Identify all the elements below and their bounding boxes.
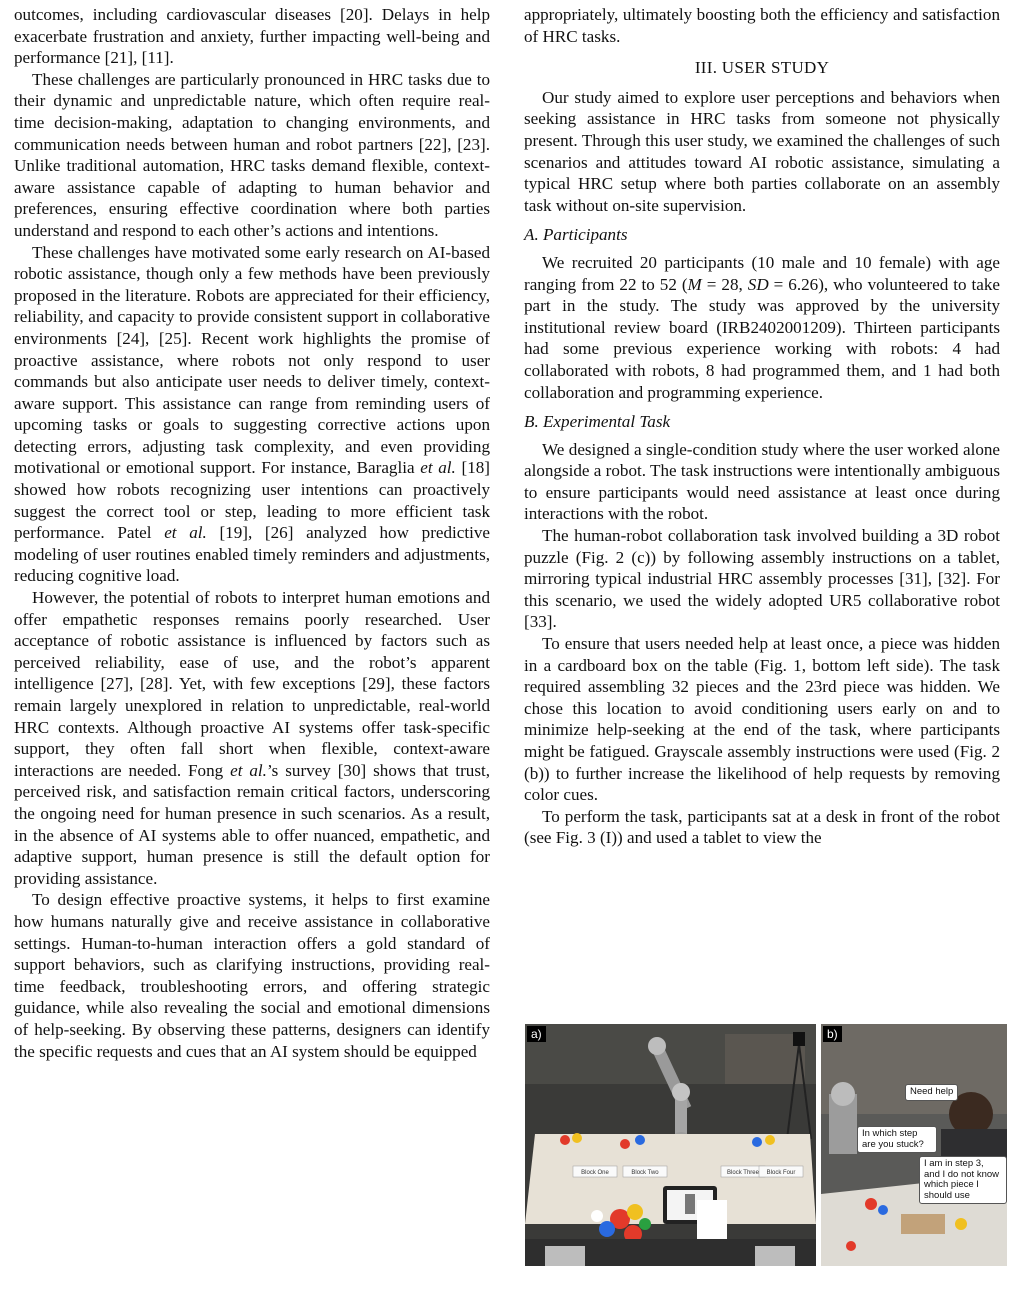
paragraph: outcomes, including cardiovascular diseases [20]. Delays in help exacerbate frustration and anxiety, further impacting well-being and performance [21], [11]. bbox=[14, 5, 490, 68]
right-column bbox=[524, 4, 1000, 849]
et-al: et al. bbox=[164, 523, 207, 543]
paragraph: These challenges are particularly pronounced in HRC tasks due to their dynamic and unpredictable nature, which often require real-time decision-making, adaptation to changing environments, and communication needs between human and robot partners [22], [23]. Unlike traditional automation, HRC tasks demand flexible, context-aware assistance capable of adapting to human behavior and preferences, ensuring effective coordination where both parties understand and respond to each other’s actions and intentions. bbox=[14, 69, 490, 240]
figure bbox=[525, 1024, 1007, 1266]
math-text: = 28, bbox=[701, 274, 748, 294]
left-column bbox=[14, 4, 490, 1062]
paragraph-text: These challenges have motivated some early research on AI-based robotic assistance, though only a few methods have been previously proposed in the literature. Robots are appreciated for their efficiency, reliability, and capacity to provide consistent support in collaborative environments [24], [25]. Recent work highlights the promise of proactive assistance, where robots not only respond to user commands but also anticipate user needs to deliver timely, context-aware support. This assistance can range from reminding users of upcoming tasks or goals to suggesting corrective actions upon detecting errors, adjusting task complexity, and even providing motivational or emotional support. For instance, Baraglia bbox=[14, 242, 490, 478]
paragraph bbox=[524, 252, 1000, 403]
speech-bubble-answer: I am in step 3, and I do not know which piece I should use bbox=[919, 1156, 1007, 1204]
speech-bubble-question: In which step are you stuck? bbox=[857, 1126, 937, 1153]
figure-panel-a bbox=[525, 1024, 816, 1266]
subsection-heading: A. Participants bbox=[524, 225, 628, 245]
paragraph: To ensure that users needed help at least once, a piece was hidden in a cardboard box on the table (Fig. 1, bottom left side). The task required assembling 32 pieces and the 23rd piece was hidden. We chose this location to avoid conditioning users early on and to minimize help-seeking at the end of the task, where participants might be fatigued. Grayscale assembly instructions were used (Fig. 2 (b)) to further increase the likelihood of help requests by removing color cues. bbox=[524, 634, 1000, 805]
paragraph: The human-robot collaboration task involved building a 3D robot puzzle (Fig. 2 (c)) by following assembly instructions on a tablet, mirroring typical industrial HRC assembly processes [31], [32]. For this scenario, we used the widely adopted UR5 collaborative robot [33]. bbox=[524, 526, 1000, 632]
math-var: SD bbox=[747, 274, 769, 294]
panel-label: b) bbox=[823, 1026, 842, 1042]
math-text: = 6.26 bbox=[768, 274, 819, 294]
paragraph-text: ), who volunteered to take part in the study. The study was approved by the university institutional review board (IRB2402001209). Thirteen participants had some previous experience working with robots: 4 had collaborated with robots, 8 had programmed them, and 1 had both collaboration and programming experience. bbox=[524, 274, 1000, 402]
paragraph: We designed a single-condition study where the user worked alone alongside a robot. The task instructions were intentionally ambiguous to ensure participants would need assistance at least once during interactions with the robot. bbox=[524, 439, 1000, 524]
et-al: et al. bbox=[420, 458, 456, 478]
block-label: Block Four bbox=[766, 1170, 796, 1176]
paragraph bbox=[14, 242, 490, 588]
subsection-heading: B. Experimental Task bbox=[524, 412, 671, 432]
figure-panel-b bbox=[821, 1024, 1007, 1266]
paragraph-text: ’s survey [30] shows that trust, perceived risk, and satisfaction remain critical factors, underscoring the ongoing need for human presence in such scenarios. As a result, in the absence of AI systems able to offer nuanced, empathetic, and adaptive support, human presence is still the default option for providing assistance. bbox=[14, 760, 491, 888]
paragraph: To perform the task, participants sat at a desk in front of the robot (see Fig. 3 (I)) and used a tablet to view the bbox=[524, 806, 1000, 848]
paragraph-text: However, the potential of robots to interpret human emotions and offer empathetic responses remains poorly researched. User acceptance of robotic assistance is influenced by factors such as perceived reliability, ease of use, and the robot’s apparent intelligence [27], [28]. Yet, with few exceptions [29], these factors remain largely unexplored in relation to unpredictable, real-world HRC contexts. Although proactive AI systems offer task-specific support, they often fall short when flexible, context-aware interactions are needed. Fong bbox=[14, 588, 490, 780]
panel-label: a) bbox=[527, 1026, 546, 1042]
et-al: et al. bbox=[230, 760, 267, 780]
paragraph: To design effective proactive systems, it helps to first examine how humans naturally give and receive assistance in collaborative settings. Human-to-human interaction offers a gold standard of support behaviors, such as clarifying instructions, providing real-time feedback, troubleshooting errors, and offering strategic guidance, while also revealing the social and emotional dimensions of help-seeking. By observing these patterns, designers can identify the specific requests and cues that an AI system should be equipped bbox=[14, 890, 490, 1061]
block-label: Block Three bbox=[727, 1170, 759, 1176]
block-label: Block Two bbox=[631, 1170, 659, 1176]
paragraph-text: We recruited 20 participants (10 male and 10 female) with age ranging from 22 to 52 ( bbox=[524, 252, 1000, 294]
section-heading: III. USER STUDY bbox=[694, 58, 830, 78]
lab-scene-illustration bbox=[525, 1024, 816, 1266]
paragraph: Our study aimed to explore user perceptions and behaviors when seeking assistance in HRC tasks from someone not physically present. Through this user study, we examined the challenges of such scenarios and attitudes toward AI robotic assistance, simulating a typical HRC setup where both parties collaborate on an assembly task without on-site supervision. bbox=[524, 87, 1000, 215]
block-label: Block One bbox=[581, 1170, 609, 1176]
paragraph bbox=[14, 587, 490, 889]
speech-bubble-need-help: Need help bbox=[905, 1084, 958, 1101]
math-var: M bbox=[687, 274, 702, 294]
paragraph-text: [18] showed how robots recognizing user intentions can proactively suggest the correct tool or step, leading to more efficient task performance. Patel bbox=[14, 458, 490, 543]
paragraph: appropriately, ultimately boosting both the efficiency and satisfaction of HRC tasks. bbox=[524, 5, 1000, 46]
paragraph-text: [19], [26] analyzed how predictive modeling of user routines enabled timely reminders and adjustments, reducing cognitive load. bbox=[14, 523, 490, 586]
